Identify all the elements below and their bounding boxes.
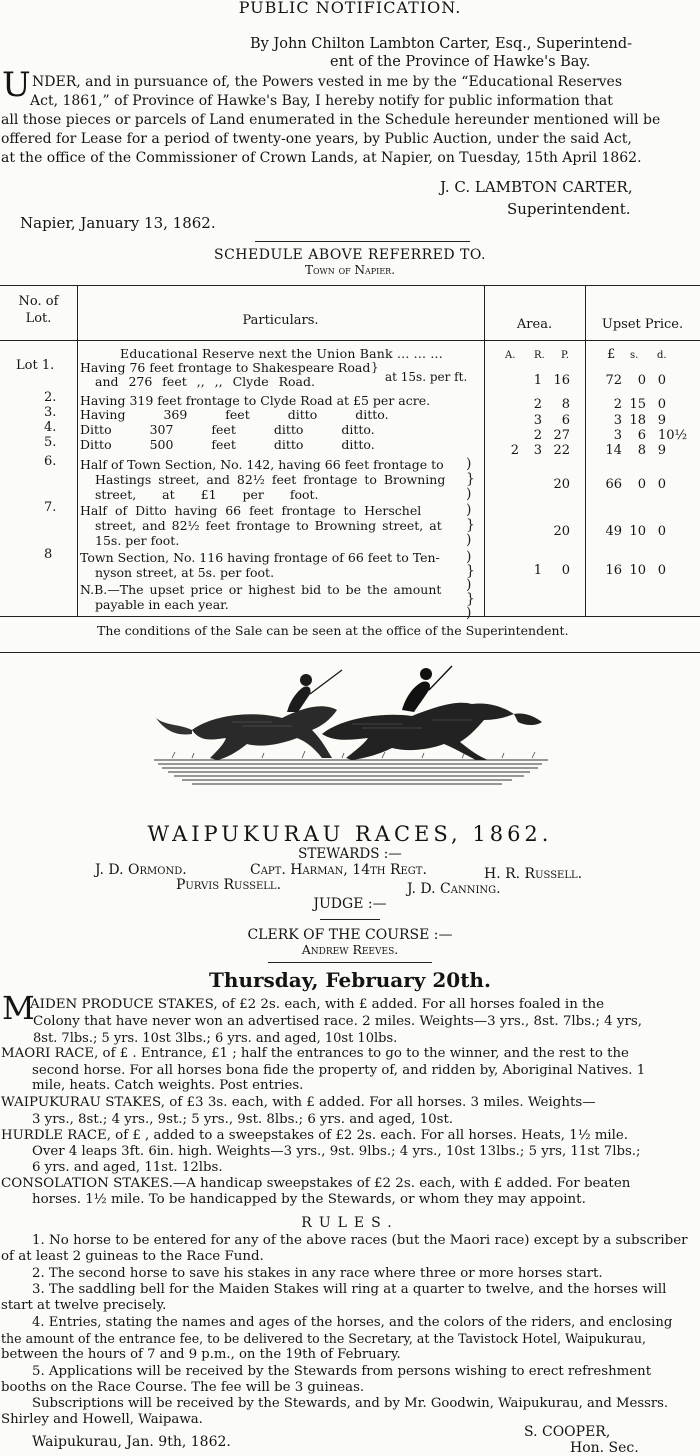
area-perches: 27 <box>553 428 570 443</box>
price-pounds: 49 <box>605 524 622 539</box>
area-perches: 8 <box>561 397 570 412</box>
notice-title: PUBLIC NOTIFICATION. <box>238 0 462 17</box>
area-roods: 2 <box>533 397 542 412</box>
particulars-line: Ditto 500 feet ditto ditto. <box>80 437 375 452</box>
area-roods: 1 <box>533 373 542 388</box>
price-pounds: 3 <box>613 428 622 443</box>
brace-icon: ) } ) } ) <box>466 549 475 621</box>
stewards-label: STEWARDS :— <box>298 846 402 862</box>
particulars-line: Half of Town Section, No. 142, having 66 feet frontage to <box>80 457 444 472</box>
notice-signer-title: Superintendent. <box>507 200 631 218</box>
lot-number: 3. <box>44 405 57 420</box>
header-upset-price: Upset Price. <box>601 317 684 332</box>
price-shillings: 6 <box>637 428 646 443</box>
event-line: HURDLE RACE, of £ , added to a sweepstakes of £2 2s. each. For all horses. Heats, 1½ mile. <box>1 1128 629 1143</box>
judge-label: JUDGE :— <box>313 896 387 912</box>
particulars-line: nyson street, at 5s. per foot. <box>95 565 275 580</box>
price-pence: 9 <box>657 443 666 458</box>
clerk-name: Andrew Reeves. <box>301 942 399 957</box>
steward-name: J. D. Canning. <box>407 881 501 897</box>
race-day-heading: Thursday, February 20th. <box>209 968 491 992</box>
steward-name: H. R. Russell. <box>484 866 583 882</box>
notice-body-line: at the office of the Commissioner of Crown Lands, at Napier, on Tuesday, 15th April 1862. <box>1 150 642 166</box>
steward-name: J. D. Ormond. <box>95 862 187 878</box>
area-perches: 22 <box>553 443 570 458</box>
section-divider <box>0 652 700 653</box>
price-shillings: 0 <box>637 477 646 492</box>
unit-acres: A. <box>505 350 516 361</box>
events-dropcap: M <box>2 989 35 1027</box>
table-header-rule <box>0 340 700 341</box>
brace-icon: ) } ) <box>466 456 475 502</box>
rule-line: Shirley and Howell, Waipawa. <box>1 1412 203 1427</box>
price-pence: 10½ <box>658 428 688 443</box>
lot-number: 5. <box>44 435 57 450</box>
event-line: mile, heats. Catch weights. Post entries. <box>32 1078 304 1093</box>
price-pounds: 2 <box>613 397 622 412</box>
price-pence: 9 <box>657 413 666 428</box>
lot-number: 6. <box>44 454 57 469</box>
particulars-line: N.B.—The upset price or highest bid to be the amount <box>80 582 442 597</box>
races-title: WAIPUKURAU RACES, 1862. <box>147 822 553 846</box>
event-line: Colony that have never won an advertised race. 2 miles. Weights—3 yrs., 8st. 7lbs.; 4 yrs, <box>33 1014 642 1029</box>
header-lot: No. of <box>18 294 59 309</box>
racehorse-woodcut-illustration <box>152 660 552 790</box>
particulars-line: and 276 feet ,, ,, Clyde Road. <box>95 374 315 389</box>
brace-icon: ) } ) <box>466 502 475 548</box>
divider <box>268 962 432 963</box>
notice-by-line: By John Chilton Lambton Carter, Esq., Superintend- <box>250 36 633 52</box>
table-top-rule <box>0 285 700 286</box>
area-perches: 16 <box>553 373 570 388</box>
price-pence: 0 <box>657 563 666 578</box>
particulars-note: at 15s. per ft. <box>385 370 468 384</box>
rule-line: Subscriptions will be received by the Stewards, and by Mr. Goodwin, Waipukurau, and Messrs. <box>32 1396 669 1411</box>
races-place-date: Waipukurau, Jan. 9th, 1862. <box>32 1434 231 1450</box>
brace-icon: } <box>371 360 379 374</box>
unit-shillings: s. <box>630 350 639 361</box>
rule-line: of at least 2 guineas to the Race Fund. <box>1 1249 264 1264</box>
notice-body-line: Act, 1861,” of Province of Hawke's Bay, I hereby notify for public information that <box>30 93 613 109</box>
price-shillings: 8 <box>637 443 646 458</box>
header-lot-2: Lot. <box>25 311 52 326</box>
price-pence: 0 <box>657 477 666 492</box>
area-acres: 2 <box>510 443 519 458</box>
rule-line: 3. The saddling bell for the Maiden Stakes will ring at a quarter to twelve, and the horses will <box>32 1282 667 1297</box>
steward-name: Capt. Harman, 14th Regt. <box>250 862 427 878</box>
lot-number: 7. <box>44 500 57 515</box>
steward-name: Purvis Russell. <box>176 877 282 893</box>
event-line: Over 4 leaps 3ft. 6in. high. Weights—3 yrs., 9st. 9lbs.; 4 yrs., 10st 13lbs.; 5 yrs, 11st 7lbs.; <box>32 1144 641 1159</box>
divider <box>320 919 380 920</box>
event-line: AIDEN PRODUCE STAKES, of £2 2s. each, with £ added. For all horses foaled in the <box>30 997 605 1012</box>
schedule-subtitle: Town of Napier. <box>304 263 396 277</box>
secretary-name: S. COOPER, <box>524 1424 611 1440</box>
area-perches: 0 <box>561 563 570 578</box>
area-perches: 20 <box>553 524 570 539</box>
schedule-top-rule <box>255 241 470 242</box>
notice-signer: J. C. LAMBTON CARTER, <box>440 178 633 196</box>
event-line: second horse. For all horses bona fide the property of, and ridden by, Aboriginal Natives. 1 <box>32 1063 646 1078</box>
header-particulars: Particulars. <box>242 313 319 328</box>
table-col-rule <box>484 285 485 616</box>
lot-number: 2. <box>44 390 57 405</box>
price-pounds: 14 <box>605 443 622 458</box>
particulars-line: Hastings street, and 82½ feet frontage to Browning <box>95 472 446 487</box>
particulars-line: Having 76 feet frontage to Shakespeare Road <box>80 360 371 375</box>
area-roods: 2 <box>533 428 542 443</box>
price-shillings: 0 <box>637 373 646 388</box>
event-line: CONSOLATION STAKES.—A handicap sweepstakes of £2 2s. each, with £ added. For beaten <box>1 1176 631 1191</box>
price-shillings: 15 <box>629 397 646 412</box>
table-col-rule <box>77 285 78 616</box>
event-line: 8st. 7lbs.; 5 yrs. 10st 3lbs.; 6 yrs. and aged, 10st 10lbs. <box>33 1031 398 1046</box>
rule-line: the amount of the entrance fee, to be delivered to the Secretary, at the Tavistock Hotel, Waipukurau, <box>1 1331 647 1346</box>
price-shillings: 10 <box>629 563 646 578</box>
area-perches: 6 <box>561 413 570 428</box>
unit-pence: d. <box>657 350 667 361</box>
rules-title: RULES. <box>301 1215 399 1231</box>
area-roods: 3 <box>533 443 542 458</box>
rule-line: between the hours of 7 and 9 p.m., on the 19th of February. <box>1 1347 401 1362</box>
event-line: 6 yrs. and aged, 11st. 12lbs. <box>32 1160 223 1175</box>
schedule-footer: The conditions of the Sale can be seen at the office of the Superintendent. <box>97 623 569 638</box>
lot-number: 8 <box>44 547 53 562</box>
secretary-title: Hon. Sec. <box>570 1440 639 1456</box>
particulars-line: Town Section, No. 116 having frontage of 66 feet to Ten- <box>80 550 440 565</box>
clerk-label: CLERK OF THE COURSE :— <box>247 927 453 943</box>
price-pounds: 66 <box>605 477 622 492</box>
price-pence: 0 <box>657 524 666 539</box>
price-pounds: 3 <box>613 413 622 428</box>
table-col-rule <box>585 285 586 616</box>
particulars-line: Half of Ditto having 66 feet frontage to Herschel <box>80 503 422 518</box>
rule-line: start at twelve precisely. <box>1 1298 167 1313</box>
event-line: horses. 1½ mile. To be handicapped by the Stewards, or whom they may appoint. <box>32 1192 586 1207</box>
notice-place-date: Napier, January 13, 1862. <box>20 214 216 232</box>
particulars-line: street, and 82½ feet frontage to Browning street, at <box>95 518 442 533</box>
particulars-line: 15s. per foot. <box>95 533 180 548</box>
event-line: MAORI RACE, of £ . Entrance, £1 ; half the entrances to go to the winner, and the rest to the <box>1 1046 629 1061</box>
particulars-line: payable in each year. <box>95 597 229 612</box>
price-pounds: 16 <box>605 563 622 578</box>
particulars-line: Having 369 feet ditto ditto. <box>80 407 389 422</box>
notice-body-line: all those pieces or parcels of Land enumerated in the Schedule hereunder mentioned will be <box>1 112 661 128</box>
price-pence: 0 <box>657 373 666 388</box>
particulars-line: Educational Reserve next the Union Bank ... ... ... <box>120 346 443 361</box>
schedule-title: SCHEDULE ABOVE REFERRED TO. <box>213 247 486 263</box>
rule-line: booths on the Race Course. The fee will be 3 guineas. <box>1 1380 365 1395</box>
rule-line: 4. Entries, stating the names and ages of the horses, and the colors of the riders, and enclosing <box>32 1315 673 1330</box>
area-roods: 3 <box>533 413 542 428</box>
rule-line: 5. Applications will be received by the Stewards from persons wishing to erect refreshment <box>32 1364 652 1379</box>
particulars-line: street, at £1 per foot. <box>95 487 319 502</box>
unit-roods: R. <box>534 350 545 361</box>
rule-line: 2. The second horse to save his stakes in any race where three or more horses start. <box>32 1266 603 1281</box>
price-pence: 0 <box>657 397 666 412</box>
price-shillings: 18 <box>629 413 646 428</box>
unit-perches: P. <box>561 350 569 361</box>
area-perches: 20 <box>553 477 570 492</box>
notice-dropcap: U <box>2 65 31 105</box>
rule-line: 1. No horse to be entered for any of the above races (but the Maori race) except by a subscriber <box>32 1233 688 1248</box>
event-line: 3 yrs., 8st.; 4 yrs., 9st.; 5 yrs., 9st. 8lbs.; 6 yrs. and aged, 10st. <box>32 1112 454 1127</box>
event-line: WAIPUKURAU STAKES, of £3 3s. each, with £ added. For all horses. 3 miles. Weights— <box>1 1095 596 1110</box>
unit-pounds: £ <box>607 347 616 362</box>
lot-number: 4. <box>44 420 57 435</box>
notice-body-line: offered for Lease for a period of twenty-one years, by Public Auction, under the said Act, <box>1 131 632 147</box>
area-roods: 1 <box>533 563 542 578</box>
notice-body-line: NDER, and in pursuance of, the Powers vested in me by the “Educational Reserves <box>32 74 623 90</box>
notice-by-line-cont: ent of the Province of Hawke's Bay. <box>330 54 591 70</box>
lot-number: Lot 1. <box>16 358 55 373</box>
header-area: Area. <box>516 317 553 332</box>
particulars-line: Ditto 307 feet ditto ditto. <box>80 422 375 437</box>
table-bottom-rule <box>0 616 700 617</box>
price-pounds: 72 <box>605 373 622 388</box>
price-shillings: 10 <box>629 524 646 539</box>
particulars-line: Having 319 feet frontage to Clyde Road at £5 per acre. <box>80 393 431 408</box>
